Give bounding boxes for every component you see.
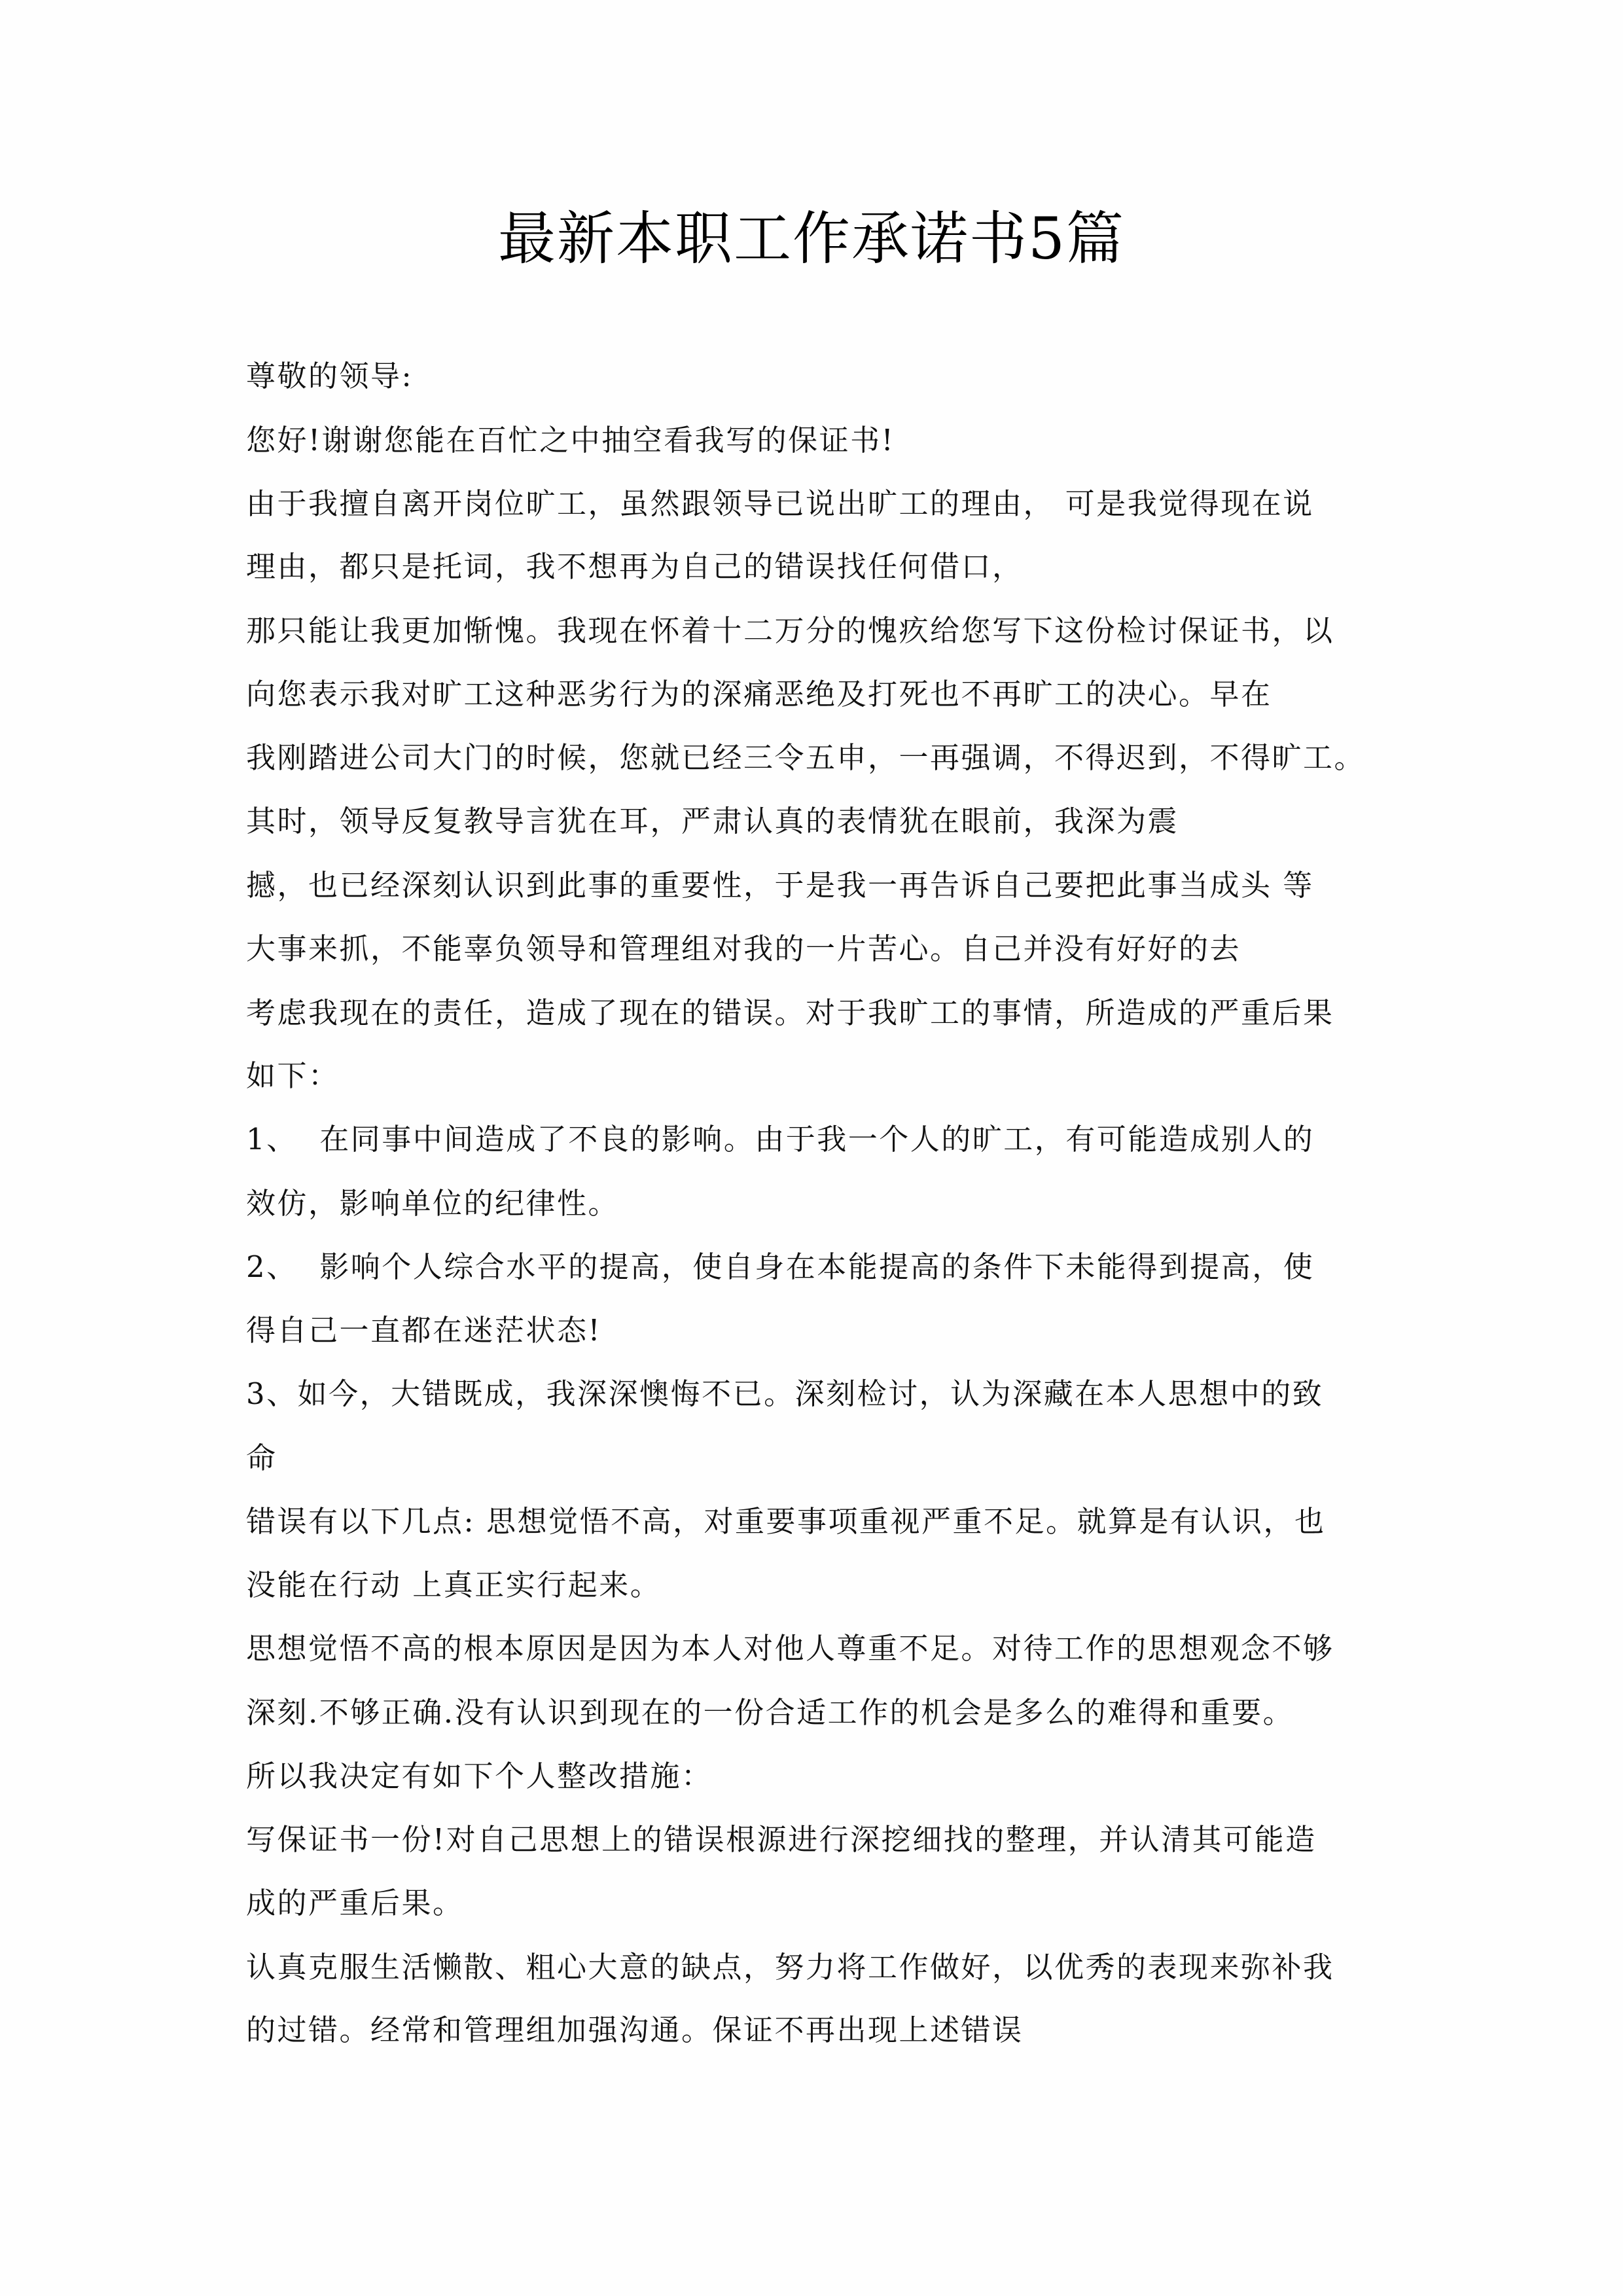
salutation-line: 尊敬的领导: <box>246 359 414 393</box>
document-title: 最新本职工作承诺书5篇 <box>498 205 1125 272</box>
body-line: 效仿，影响单位的纪律性。 <box>246 1186 620 1221</box>
body-line: 向您表示我对旷工这种恶劣行为的深痛恶绝及打死也不再旷工的决心。早在 <box>246 677 1272 711</box>
body-line: 如下： <box>246 1058 340 1093</box>
body-line: 由于我擅自离开岗位旷工，虽然跟领导已说出旷工的理由， 可是我觉得现在说 <box>246 486 1314 521</box>
body-line: 成的严重后果。 <box>246 1886 464 1920</box>
body-line: 撼，也已经深刻认识到此事的重要性，于是我一再告诉自己要把此事当成头 等 <box>246 868 1314 903</box>
body-line: 命 <box>246 1441 277 1475</box>
body-line: 错误有以下几点: 思想觉悟不高，对重要事项重视严重不足。就算是有认识，也 <box>246 1504 1326 1539</box>
body-line: 深刻.不够正确.没有认识到现在的一份合适工作的机会是多么的难得和重要。 <box>246 1695 1294 1730</box>
body-line: 认真克服生活懒散、粗心大意的缺点，努力将工作做好，以优秀的表现来弥补我 <box>246 1950 1334 1984</box>
list-item-1: 1、 在同事中间造成了不良的影响。由于我一个人的旷工，有可能造成别人的 <box>246 1122 1315 1157</box>
body-line: 考虑我现在的责任，造成了现在的错误。对于我旷工的事情，所造成的严重后果 <box>246 996 1334 1030</box>
body-line: 那只能让我更加惭愧。我现在怀着十二万分的愧疚给您写下这份检讨保证书，以 <box>246 613 1334 648</box>
list-item-2: 2、 影响个人综合水平的提高，使自身在本能提高的条件下未能得到提高，使 <box>246 1249 1315 1284</box>
body-line: 大事来抓，不能辜负领导和管理组对我的一片苦心。自己并没有好好的去 <box>246 931 1241 966</box>
body-line: 您好!谢谢您能在百忙之中抽空看我写的保证书! <box>246 423 895 457</box>
body-line: 思想觉悟不高的根本原因是因为本人对他人尊重不足。对待工作的思想观念不够 <box>246 1631 1334 1666</box>
body-line: 理由，都只是托词，我不想再为自己的错误找任何借口， <box>246 549 1024 584</box>
body-line: 没能在行动 上真正实行起来。 <box>246 1568 662 1602</box>
list-item-3: 3、如今，大错既成，我深深懊悔不已。深刻检讨，认为深藏在本人思想中的致 <box>246 1376 1324 1411</box>
body-line: 所以我决定有如下个人整改措施： <box>246 1759 713 1793</box>
body-line: 我刚踏进公司大门的时候，您就已经三令五申，一再强调，不得迟到，不得旷工。 <box>246 740 1366 775</box>
body-line: 得自己一直都在迷茫状态! <box>246 1313 602 1348</box>
body-line: 的过错。经常和管理组加强沟通。保证不再出现上述错误 <box>246 2013 1024 2047</box>
body-line: 其时，领导反复教导言犹在耳，严肃认真的表情犹在眼前，我深为震 <box>246 804 1179 838</box>
body-line: 写保证书一份!对自己思想上的错误根源进行深挖细找的整理，并认清其可能造 <box>246 1822 1317 1857</box>
